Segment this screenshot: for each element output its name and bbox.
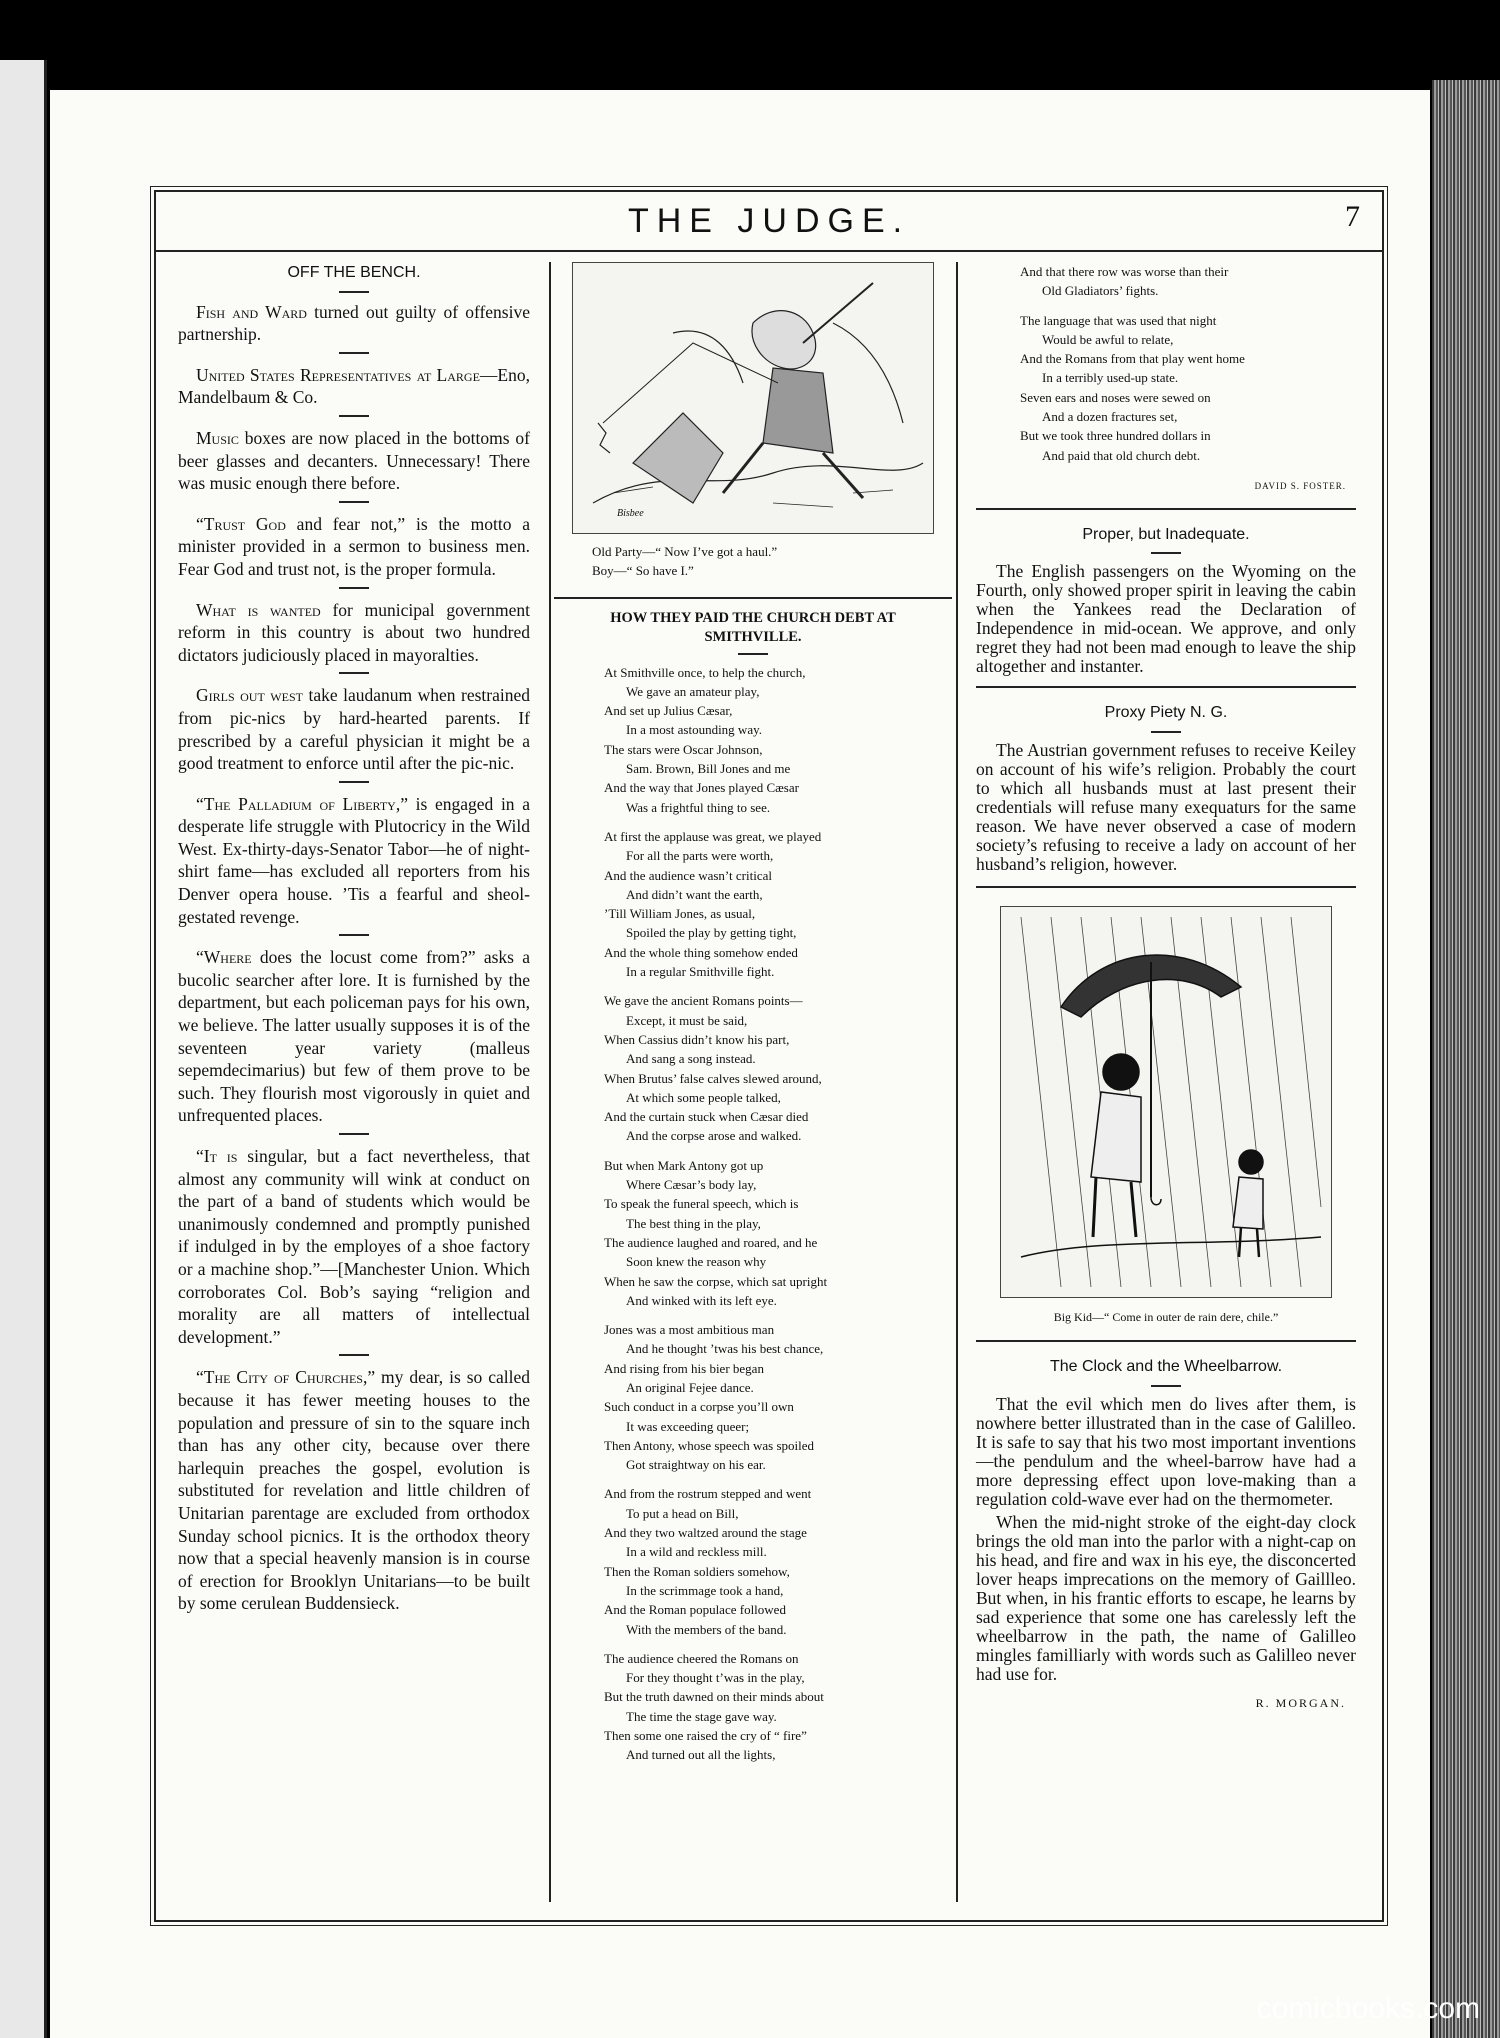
news-item	[178, 513, 530, 581]
dash-divider	[339, 1133, 369, 1135]
poem-line: And from the rostrum stepped and went	[604, 1486, 812, 1502]
poem-line: Soon knew the reason why	[626, 1254, 767, 1270]
page-number: 7	[1345, 200, 1360, 233]
poem-line: But we took three hundred dollars in	[1020, 428, 1211, 444]
poem-line: The best thing in the play,	[626, 1215, 761, 1231]
poem-stanza	[1020, 262, 1356, 301]
poem-line: Except, it must be said,	[626, 1012, 748, 1028]
poem-line: Then some one raised the cry of “ fire”	[604, 1728, 807, 1744]
poem-line: And that there row was worse than their	[1020, 264, 1229, 279]
poem-stanza	[604, 663, 938, 817]
poem-line: And they two waltzed around the stage	[604, 1525, 807, 1541]
poem-line: And paid that old church debt.	[1042, 447, 1201, 463]
poem-line: And the audience wasn’t critical	[604, 867, 772, 883]
dash-divider	[339, 415, 369, 417]
cartoon-drawing	[1001, 907, 1331, 1297]
poem-stanza	[604, 991, 938, 1145]
item-lead: Fish and Ward	[196, 301, 307, 322]
article-author: R. MORGAN.	[1255, 1695, 1346, 1710]
poem-stanza	[604, 1320, 938, 1474]
poem-title: HOW THEY PAID THE CHURCH DEBT AT SMITHVILLE.	[610, 609, 896, 645]
dash-divider	[1151, 731, 1181, 733]
section-rule	[976, 686, 1356, 688]
poem-line: In a regular Smithville fight.	[626, 964, 775, 980]
poem-line: And the Roman populace followed	[604, 1602, 786, 1618]
poem-line: Such conduct in a corpse you’ll own	[604, 1399, 794, 1415]
poem-line: At which some people talked,	[626, 1089, 781, 1105]
cartoon-drawing	[573, 263, 933, 533]
poem-line: And the curtain stuck when Cæsar died	[604, 1109, 809, 1125]
item-lead: What is wanted	[196, 599, 321, 620]
poem-line: It was exceeding queer;	[626, 1418, 750, 1434]
dash-divider	[339, 781, 369, 783]
poem-line: ’Till William Jones, as usual,	[604, 906, 756, 922]
section-title: OFF THE BENCH.	[287, 264, 421, 281]
poem-line: But the truth dawned on their minds about	[604, 1689, 824, 1705]
column-rule	[549, 262, 551, 1902]
cartoon-caption	[592, 542, 938, 581]
poem-stanza	[604, 1484, 938, 1638]
item-lead: “It is	[196, 1146, 238, 1166]
poem-line: For they thought t’was in the play,	[626, 1670, 805, 1686]
poem-line: We gave the ancient Romans points—	[604, 993, 803, 1009]
poem-body	[568, 663, 938, 1765]
cartoon-caption: Big Kid—“ Come in outer de rain dere, chile.”	[1053, 1309, 1279, 1324]
item-text: boxes are now placed in the bottoms of beer glasses and decanters. Unnecessary! There was music enough there before.	[178, 427, 530, 494]
poem-line: In a terribly used-up state.	[1042, 370, 1179, 386]
article-paragraph: When the mid-night stroke of the eight-day clock brings the old man into the parlor with a night-cap on his head, and fire and wax in his eye, the disconcerted lover heaps imprecations on the memory of Gaillleo. But when, in his frantic efforts to escape, he learns by sad experience that some one has carelessly left the wheelbarrow in the path, the name of Galilleo mingles familliarly with words such as Galilleo never had use for.	[976, 1511, 1356, 1684]
item-lead: “The Palladium of Liberty,”	[196, 793, 408, 814]
section-rule	[976, 886, 1356, 888]
masthead	[156, 192, 1382, 252]
article-body	[976, 1395, 1356, 1684]
poem-line: When Brutus’ false calves slewed around,	[604, 1070, 822, 1086]
poem-line: To put a head on Bill,	[626, 1505, 739, 1521]
section-rule	[976, 508, 1356, 510]
poem-author: DAVID S. FOSTER.	[1254, 480, 1346, 491]
poem-line: Sam. Brown, Bill Jones and me	[626, 761, 791, 777]
item-text: my dear, is so called because it has fewer meeting houses to the population and pressure of sin to the square inch than has any other city, because over there harlequin preaches the gospel, evolution is substituted for revelation and little children of Unitarian parentage are excluded from orthodox Sunday school picnics. It is the orthodox theory now that a special heavenly mansion is in course of erection for Brooklyn Unitarians—to be built by some cerulean Buddensieck.	[178, 1367, 530, 1614]
poem-stanza	[604, 827, 938, 981]
article-paragraph: That the evil which men do lives after them, is nowhere better illustrated than in the case of Galilleo. It is safe to say that his two most important inventions—the pendulum and the wheel-barrow have had a more depressing effect upon love-making than a regulation cold-wave ever had on the thermometer.	[976, 1393, 1356, 1509]
poem-line: Then Antony, whose speech was spoiled	[604, 1437, 815, 1453]
dash-divider	[339, 291, 369, 293]
book-edge	[1432, 80, 1500, 2038]
poem-line: And the corpse arose and walked.	[626, 1128, 802, 1144]
poem-line: An original Fejee dance.	[626, 1379, 754, 1395]
poem-line: And didn’t want the earth,	[626, 886, 763, 902]
item-text: singular, but a fact nevertheless, that almost any community will wink at conduct on the part of a band of students which would be unanimously condemned and promptly punished if indulged in by the employes of a shoe factory or a machine shop.”—[Manchester Union. Which corroborates Col. Bob’s saying “religion and morality are all matters of intellectual development.”	[178, 1146, 530, 1347]
news-item	[178, 301, 530, 346]
poem-line: Where Cæsar’s body lay,	[626, 1177, 757, 1193]
column-middle	[568, 262, 938, 1775]
dash-divider	[339, 934, 369, 936]
watermark-text: comicbooks.com	[1256, 1992, 1480, 2025]
section-rule	[976, 1340, 1356, 1342]
dash-divider	[339, 672, 369, 674]
poem-line: And he thought ’twas his best chance,	[626, 1341, 824, 1357]
section-rule	[554, 597, 952, 599]
poem-line: In a most astounding way.	[626, 722, 762, 738]
poem-stanza	[604, 1649, 938, 1765]
news-item	[178, 1366, 530, 1615]
poem-line: We gave an amateur play,	[626, 683, 760, 699]
dash-divider	[738, 653, 768, 655]
poem-line: In the scrimmage took a hand,	[626, 1582, 784, 1598]
poem-line: When Cassius didn’t know his part,	[604, 1031, 790, 1047]
poem-line: And rising from his bier began	[604, 1360, 764, 1376]
poem-stanza	[1020, 311, 1356, 465]
dash-divider	[339, 587, 369, 589]
poem-line: At first the applause was great, we played	[604, 828, 822, 844]
item-text: —Eno, Mandelbaum & Co.	[178, 364, 530, 408]
left-page-edge	[0, 60, 47, 2038]
column-rule	[956, 262, 958, 1902]
poem-line: The audience laughed and roared, and he	[604, 1234, 818, 1250]
dash-divider	[339, 352, 369, 354]
poem-line: And a dozen fractures set,	[1042, 409, 1178, 425]
news-item	[178, 427, 530, 495]
column-right	[976, 262, 1356, 1715]
masthead-title: THE JUDGE.	[627, 202, 911, 240]
poem-continued	[976, 262, 1356, 465]
caption-line: Old Party—“ Now I’ve got a haul.”	[592, 544, 778, 559]
poem-line: And the Romans from that play went home	[1020, 351, 1245, 367]
poem-line: Jones was a most ambitious man	[604, 1322, 775, 1338]
cartoon-old-party	[572, 262, 934, 534]
news-item	[178, 1145, 530, 1348]
item-text: does the locust come from?” asks a bucolic searcher after lore. It is furnished by the department, but each policeman pays for his own, we believe. The latter usually supposes it is of the seventeen year variety (malleus sepemdecimarius) but few of them prove to be such. They flourish most vigorously in quiet and unfrequented places.	[178, 947, 530, 1126]
section-title: The Clock and the Wheelbarrow.	[1049, 1358, 1283, 1376]
dash-divider	[339, 501, 369, 503]
poem-line: Old Gladiators’ fights.	[1042, 283, 1159, 299]
news-item	[178, 793, 530, 929]
poem-line: And sang a song instead.	[626, 1051, 756, 1067]
caption-line: Boy—“ So have I.”	[592, 563, 694, 579]
item-text: is engaged in a desperate life struggle with Plutocricy in the Wild West. Ex-thirty-days-Senator Tabor—he of night-shirt fame—has excluded all reporters from his Denver opera house. ’Tis a fearful and sheol-gestated revenge.	[178, 793, 530, 927]
poem-line: The time the stage gave way.	[626, 1708, 777, 1724]
page-frame	[154, 190, 1384, 1922]
section-title: Proper, but Inadequate.	[1082, 525, 1250, 543]
poem-line: And the whole thing somehow ended	[604, 944, 798, 960]
item-lead: “The City of Churches,”	[196, 1367, 376, 1388]
news-item	[178, 364, 530, 409]
item-text: for municipal government reform in this country is about two hundred dictators judiciously placed in mayoralties.	[178, 599, 530, 665]
column-off-the-bench	[178, 262, 530, 1619]
item-list	[178, 301, 530, 1615]
item-text: take laudanum when restrained from pic-nics by hard-hearted parents. If prescribed by a careful physician it might be a good treatment to enforce until after the pic-nic.	[178, 685, 531, 774]
dash-divider	[1151, 1385, 1181, 1387]
poem-line: And turned out all the lights,	[626, 1747, 776, 1763]
newspaper-page	[50, 90, 1430, 2038]
item-text: and fear not,” is the motto a minister provided in a sermon to business men. Fear God and trust not, is the proper formula.	[178, 513, 530, 579]
poem-line: Spoiled the play by getting tight,	[626, 925, 797, 941]
poem-line: And the way that Jones played Cæsar	[604, 780, 799, 796]
poem-line: For all the parts were worth,	[626, 848, 774, 864]
dash-divider	[1151, 552, 1181, 554]
poem-line: And set up Julius Cæsar,	[604, 703, 733, 719]
poem-line: When he saw the corpse, which sat upright	[604, 1273, 828, 1289]
item-lead: Music	[196, 427, 239, 448]
item-lead: “Trust God	[196, 513, 286, 534]
article-text: The English passengers on the Wyoming on the Fourth, only showed proper spirit in leaving the cabin when the Yankees read the Declaration of Independence in mid-ocean. We approve, and only regret they had not been mad enough to leave the ship altogether and instanter.	[976, 561, 1356, 677]
poem-line: And winked with its left eye.	[626, 1292, 777, 1308]
artist-signature: Bisbee	[617, 507, 644, 519]
news-item	[178, 946, 530, 1127]
poem-line: At Smithville once, to help the church,	[604, 664, 806, 680]
poem-line: Was a frightful thing to see.	[626, 799, 771, 815]
item-lead: Girls out west	[196, 685, 303, 706]
poem-line: But when Mark Antony got up	[604, 1157, 764, 1173]
poem-line: Seven ears and noses were sewed on	[1020, 389, 1211, 405]
poem-line: Got straightway on his ear.	[626, 1457, 766, 1473]
poem-line: The language that was used that night	[1020, 312, 1217, 328]
item-text: turned out guilty of offensive partnership.	[178, 301, 530, 345]
poem-line: With the members of the band.	[626, 1621, 787, 1637]
item-lead: United States Representatives at Large	[196, 364, 480, 385]
poem-line: In a wild and reckless mill.	[626, 1544, 767, 1560]
item-lead: “Where	[196, 947, 252, 968]
dash-divider	[339, 1354, 369, 1356]
poem-line: To speak the funeral speech, which is	[604, 1196, 799, 1212]
poem-line: Would be awful to relate,	[1042, 331, 1174, 347]
poem-line: The audience cheered the Romans on	[604, 1650, 799, 1666]
news-item	[178, 684, 530, 774]
news-item	[178, 599, 530, 667]
poem-stanza	[604, 1156, 938, 1310]
poem-line: Then the Roman soldiers somehow,	[604, 1563, 790, 1579]
poem-line: The stars were Oscar Johnson,	[604, 741, 763, 757]
article-text: The Austrian government refuses to receive Keiley on account of his wife’s religion. Probably the court to which all husbands must at last present their credentials will refuse many exequaturs for the same reason. We have never observed a case of modern society’s refusing to receive a lady on account of her husband’s religion, however.	[976, 739, 1356, 874]
section-title: Proxy Piety N. G.	[1104, 704, 1228, 722]
cartoon-rain	[1000, 906, 1332, 1298]
